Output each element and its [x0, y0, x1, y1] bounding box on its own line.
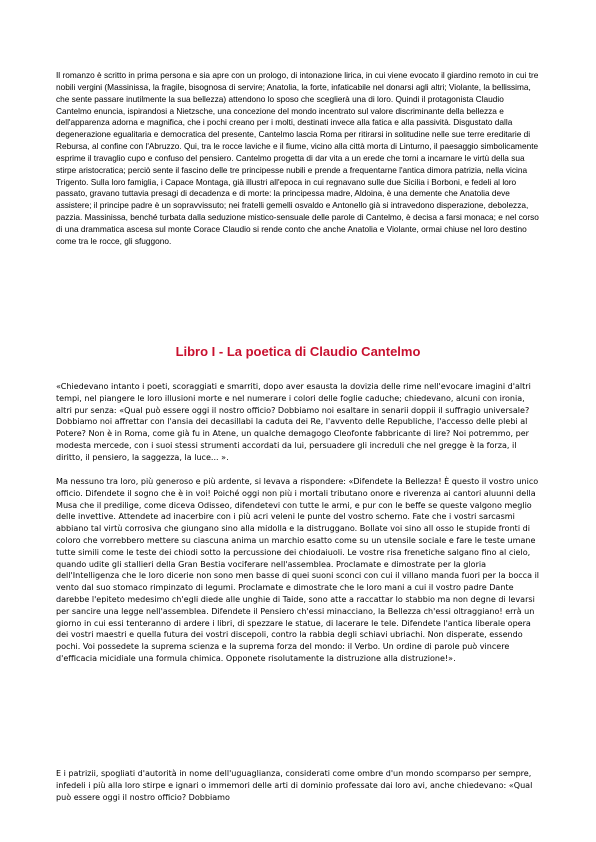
body-paragraph: «Chiedevano intanto i poeti, scoraggiati e smarriti, dopo aver esausta la dovizia delle rime nell'evocare imagini d'altri tempi, nel piangere le loro illusioni morte e nel numerare i colori delle foglie caduche; chiedevano, alcuni con ironia, altri pur senza: «Qual può essere oggi il nostro officio? Dobbiamo noi esaltare in senarii doppii il suffragio universale? Dobbiamo noi affrettar con l'ansia dei decasillabi la caduta dei Re, l'avvento delle Republiche, l'accesso delle plebi al Potere? Non è in Roma, come già fu in Atene, un qualche demagogo Cleofonte fabbricante di lire? Noi potremmo, per modesta mercede, con i suoi stessi strumenti accordati da lui, persuadere gli increduli che nel gregge è la forza, il diritto, il pensiero, la saggezza, la luce... ».	[56, 382, 531, 462]
intro-paragraph: Il romanzo è scritto in prima persona e sia apre con un prologo, di intonazione lirica, in cui viene evocato il giardino remoto in cui tre nobili vergini (Massinissa, la fragile, bisognosa di servire; Anatolia, la forte, infaticabile nel donarsi agli altri; Violante, la bellissima, che sente passare inutilmente la sua bellezza) attendono lo sposo che sceglierà una di loro. Quindi il protagonista Claudio Cantelmo enuncia, ispirandosi a Nietzsche, una concezione del mondo incentrato sul valore discriminante della bellezza e dell'apparenza adorna e magnifica, che i pochi creano per i molti, destinati invece alla fatica e alla passività. Disgustato dalla degenerazione egualitaria e democratica del presente, Cantelmo lascia Roma per ritirarsi in solitudine nelle sue terre ereditarie di Rebursa, al confine con l'Abruzzo. Qui, tra le rocce laviche e il fiume, vicino alla città morta di Linturno, il paesaggio simbolicamente esprime il travaglio cupo e confuso del pensiero. Cantelmo progetta di dar vita a un erede che torni a incarnare le virtù della sua stirpe aristocratica; perciò sente il fascino delle tre principesse nubili e prende a frequentarne l'antica dimora patrizia, nella vicina Trigento. Sulla loro famiglia, i Capace Montaga, già illustri all'epoca in cui regnavano sulle due Sicilia i Borboni, e fedeli al loro passato, gravano tuttavia presagi di decadenza e di morte: la principessa madre, Aldoina, è una demente che Anatolia deve assistere; il principe padre è un sopravvissuto; nei fratelli gemelli osvaldo e Antonello già si intravedono disperazione, debolezza, pazzia. Massinissa, benché turbata dalla seduzione mistico-sensuale delle parole di Cantelmo, è decisa a farsi monaca; e nel corso di una drammatica ascesa sul monte Corace Claudio si rende conto che anche Anatolia e Violante, ormai chiuse nel loro destino come tra le rocce, gli sfuggono.	[56, 70, 539, 246]
body-paragraph: Ma nessuno tra loro, più generoso e più ardente, si levava a rispondere: «Difendete la Bellezza! È questo il vostro unico officio. Difendete il sogno che è in voi! Poiché oggi non più i mortali tributano onore e riverenza ai cantori aluunni della Musa che il predilige, come diceva Odisseo, difendetevi con tutte le armi, e pur con le beffe se queste valgono meglio delle invettive. Attendete ad inacerbire con i più acri veleni le punte del vostro scherno. Fate che i vostri sarcasmi abbiano tal virtù corrosiva che giungano sino alla midolla e la distruggano. Bollate voi sino all osso le stupide fronti di coloro che vorrebbero mettere su ciascuna anima un marchio esatto come su un utensile sociale e fare le teste umane tutte simili come le teste dei chiodi sotto la percussione dei chiodaiuoli. Le vostre risa frenetiche salgano fino al cielo, quando udite gli stallieri della Gran Bestia vociferare nell'assemblea. Proclamate e dimostrate per la gloria dell'Intelligenza che le loro dicerie non sono men basse di quei suoni sconci con cui il villano manda fuori per la bocca il vento dal suo stomaco rimpinzato di legumi. Proclamate e dimostrate che le loro mani a cui il vostro padre Dante darebbe l'epiteto medesimo ch'egli diede alle unghie di Taide, sono atte a raccattar lo stabbio ma non degne di levarsi per sancire una legge nell'assemblea. Difendete il Pensiero ch'essi minacciano, la Bellezza ch'essi oltraggiano! errà un giorno in cui essi tenteranno di ardere i libri, di spezzare le statue, di lacerare le tele. Difendete l'antica liberale opera dei vostri maestri e quella futura dei vostri discepoli, contro la rabbia degli schiavi ubriachi. Non disperate, essendo pochi. Voi possedete la suprema scienza e la suprema forza del mondo: il Verbo. Un ordine di parole può vincere d'efficacia micidiale una formula chimica. Opponete risolutamente la distruzione alla distruzione!».	[56, 477, 540, 663]
body-paragraph: E i patrizii, spogliati d'autorità in nome dell'uguaglianza, considerati come ombre d'un mondo scomparso per sempre, infedeli i più alla loro stirpe e ignari o immemori delle arti di dominio professate dai loro avi, anche chiedevano: «Qual può essere oggi il nostro officio? Dobbiamo	[56, 769, 533, 802]
chapter-title: Libro I - La poetica di Claudio Cantelmo	[175, 344, 421, 359]
